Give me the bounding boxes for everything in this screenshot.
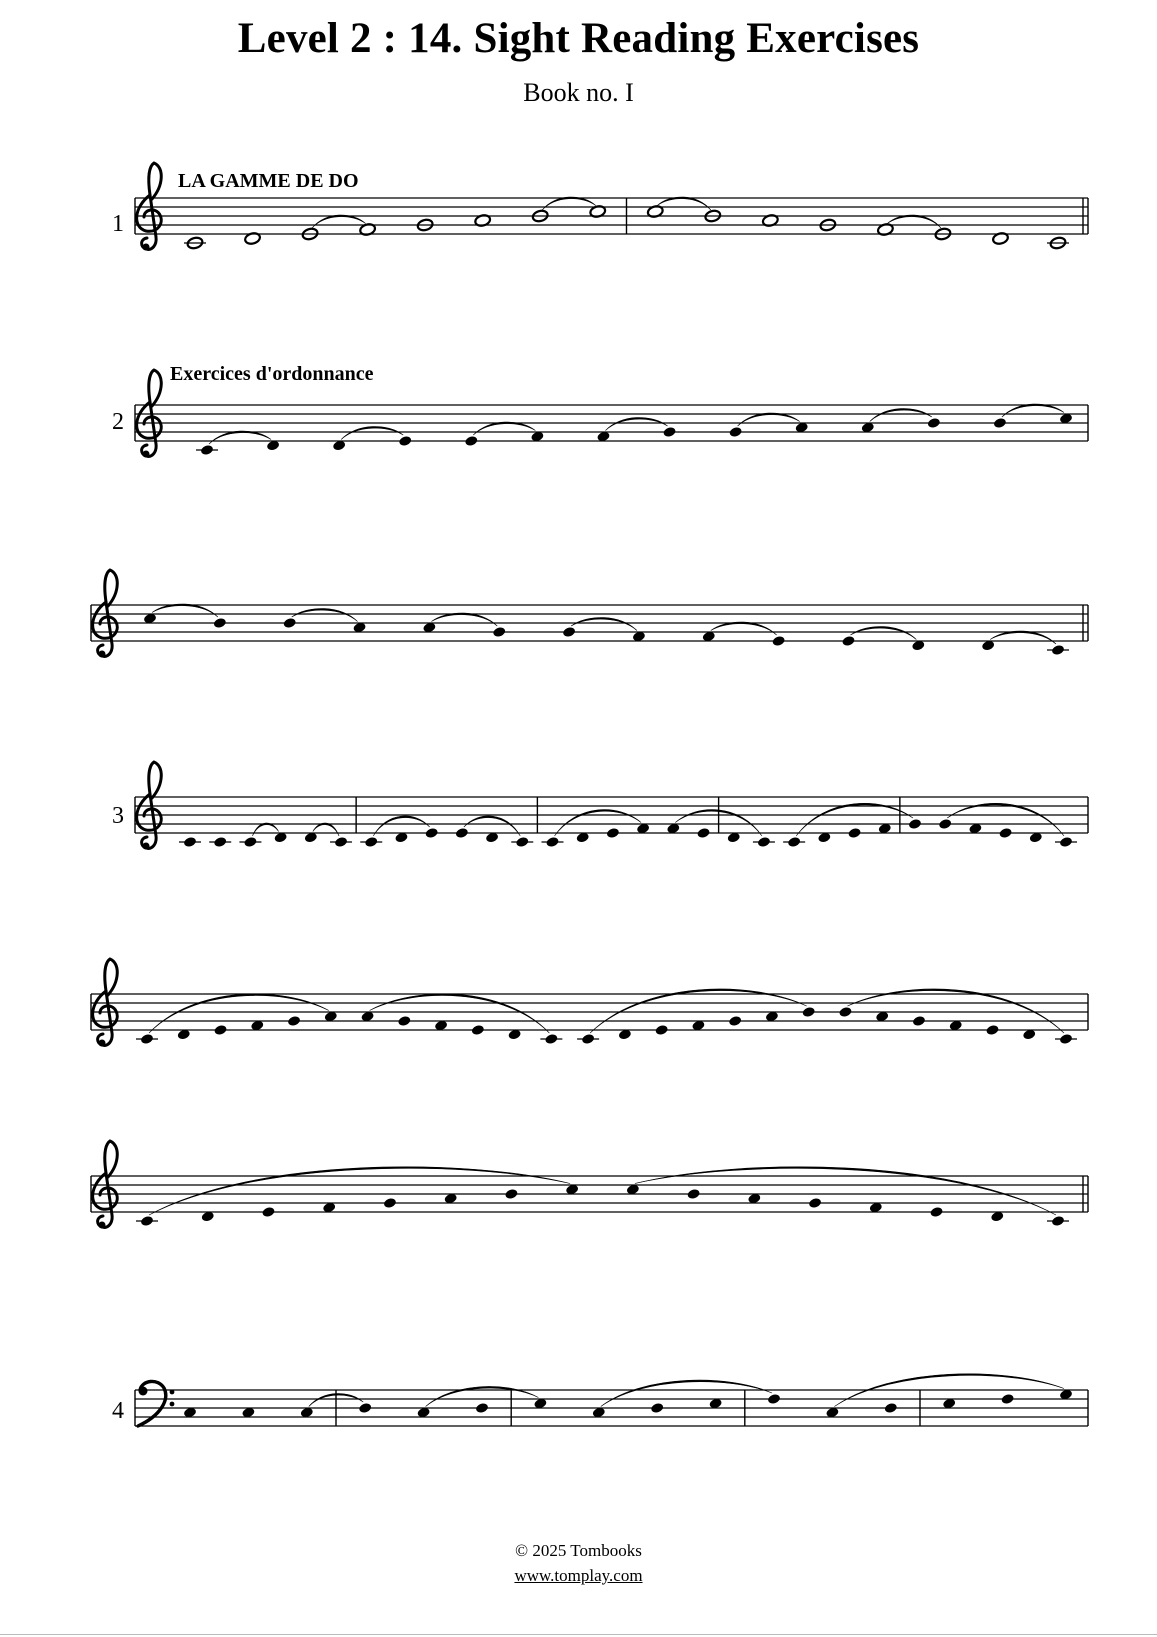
note-head bbox=[425, 827, 439, 839]
staff-system bbox=[135, 762, 1088, 850]
page-subtitle: Book no. I bbox=[523, 78, 634, 107]
note-head bbox=[515, 836, 529, 848]
website-link[interactable]: www.tomplay.com bbox=[514, 1566, 643, 1585]
slur bbox=[341, 426, 403, 439]
note-head bbox=[1051, 644, 1065, 656]
slur bbox=[711, 622, 777, 635]
exercise-4 bbox=[112, 1374, 1088, 1426]
staff-system bbox=[91, 1141, 1088, 1229]
slur bbox=[605, 417, 667, 430]
slur bbox=[738, 413, 800, 426]
staff-system bbox=[91, 570, 1088, 658]
exercise-number: 2 bbox=[112, 409, 124, 435]
note-head bbox=[1059, 1033, 1073, 1045]
note-head bbox=[1000, 1393, 1014, 1405]
slur bbox=[370, 994, 550, 1033]
note-head bbox=[929, 1206, 943, 1218]
slur bbox=[149, 1167, 570, 1215]
note-head bbox=[655, 1024, 669, 1036]
note-head bbox=[847, 827, 861, 839]
note-head bbox=[334, 836, 348, 848]
note-head bbox=[475, 1402, 489, 1414]
slur bbox=[252, 823, 278, 836]
note-head bbox=[213, 617, 227, 629]
slur bbox=[870, 408, 932, 421]
note-head bbox=[841, 635, 855, 647]
note-head bbox=[787, 836, 801, 848]
slur bbox=[209, 431, 271, 444]
note-head bbox=[662, 426, 676, 438]
slur bbox=[473, 422, 535, 435]
slur bbox=[431, 613, 497, 626]
note-head bbox=[243, 836, 257, 848]
slur bbox=[313, 823, 339, 836]
note-head bbox=[504, 1188, 518, 1200]
staff-system bbox=[91, 959, 1088, 1047]
exercise-number: 4 bbox=[112, 1398, 124, 1424]
exercise-2 bbox=[91, 363, 1088, 658]
bass-clef-icon bbox=[138, 1381, 174, 1426]
exercise-3 bbox=[91, 762, 1088, 1229]
note-head bbox=[581, 1033, 595, 1045]
slur bbox=[601, 1380, 772, 1406]
slur bbox=[149, 994, 329, 1033]
note-head bbox=[908, 818, 922, 830]
exercise-number: 1 bbox=[112, 211, 124, 237]
note-head bbox=[213, 836, 227, 848]
note-head bbox=[471, 1024, 485, 1036]
slur bbox=[990, 631, 1056, 644]
exercise-1 bbox=[112, 163, 1088, 251]
exercise-heading: LA GAMME DE DO bbox=[178, 170, 359, 192]
note-head bbox=[767, 1393, 781, 1405]
slur bbox=[312, 215, 366, 228]
slur bbox=[571, 617, 637, 630]
slur bbox=[887, 215, 941, 228]
slur bbox=[657, 197, 711, 210]
note-head bbox=[464, 435, 478, 447]
staff-system bbox=[135, 1374, 1088, 1426]
page-title: Level 2 : 14. Sight Reading Exercises bbox=[237, 15, 920, 62]
note-head bbox=[283, 617, 297, 629]
slur bbox=[292, 608, 358, 621]
exercise-heading: Exercices d'ordonnance bbox=[170, 363, 374, 385]
note-head bbox=[696, 827, 710, 839]
note-head bbox=[884, 1402, 898, 1414]
note-head bbox=[544, 1033, 558, 1045]
note-head bbox=[200, 444, 214, 456]
slur bbox=[1002, 404, 1064, 417]
slur bbox=[542, 197, 596, 210]
note-head bbox=[397, 1015, 411, 1027]
note-head bbox=[383, 1197, 397, 1209]
page-edge-divider bbox=[0, 1634, 1157, 1635]
note-head bbox=[140, 1033, 154, 1045]
note-head bbox=[772, 635, 786, 647]
note-head bbox=[398, 435, 412, 447]
note-head bbox=[358, 1402, 372, 1414]
note-head bbox=[1059, 836, 1073, 848]
note-head bbox=[562, 626, 576, 638]
note-head bbox=[808, 1197, 822, 1209]
note-head bbox=[802, 1006, 816, 1018]
note-head bbox=[938, 818, 952, 830]
slur bbox=[850, 626, 916, 639]
note-head bbox=[650, 1402, 664, 1414]
note-head bbox=[729, 426, 743, 438]
note-head bbox=[927, 417, 941, 429]
note-head bbox=[606, 827, 620, 839]
note-head bbox=[455, 827, 469, 839]
copyright-text: © 2025 Tombooks bbox=[515, 1541, 642, 1560]
slur bbox=[152, 604, 218, 617]
note-head bbox=[545, 836, 559, 848]
note-head bbox=[686, 1188, 700, 1200]
exercise-number: 3 bbox=[112, 803, 124, 829]
note-head bbox=[492, 626, 506, 638]
note-head bbox=[213, 1024, 227, 1036]
note-head bbox=[993, 417, 1007, 429]
note-head bbox=[364, 836, 378, 848]
note-head bbox=[985, 1024, 999, 1036]
note-head bbox=[287, 1015, 301, 1027]
note-head bbox=[838, 1006, 852, 1018]
note-head bbox=[998, 827, 1012, 839]
note-head bbox=[912, 1015, 926, 1027]
note-head bbox=[183, 836, 197, 848]
note-head bbox=[757, 836, 771, 848]
note-head bbox=[140, 1215, 154, 1227]
footer bbox=[0, 1538, 1157, 1588]
note-head bbox=[728, 1015, 742, 1027]
note-head bbox=[261, 1206, 275, 1218]
slur bbox=[554, 810, 641, 836]
note-head bbox=[1051, 1215, 1065, 1227]
